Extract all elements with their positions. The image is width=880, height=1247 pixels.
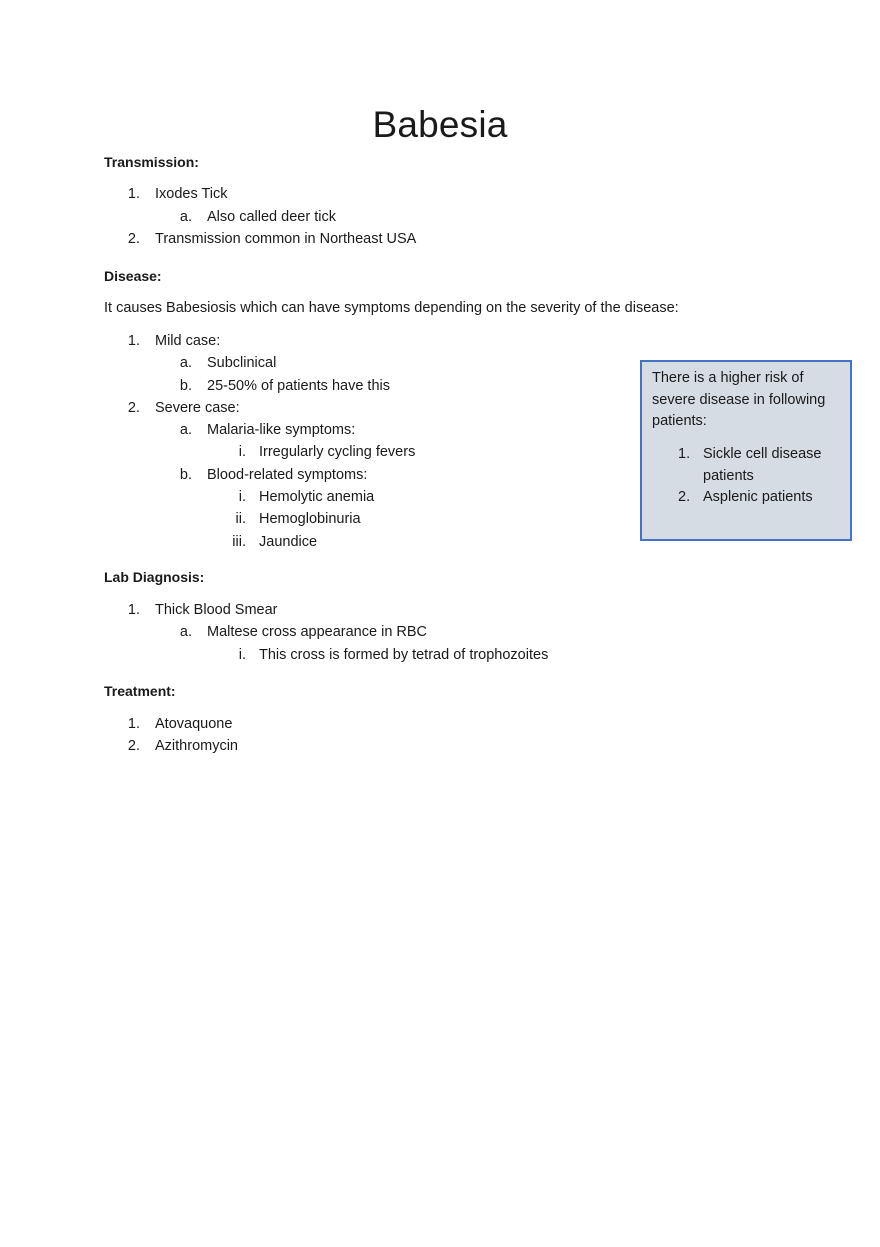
list-item: Atovaquone [155,716,233,732]
list-marker: a. [179,422,192,438]
callout-text: severe disease in following [652,392,826,408]
list-marker: 2. [127,738,140,754]
disease-heading: Disease: [104,268,162,284]
list-item: Malaria-like symptoms: [207,422,356,438]
list-marker: a. [179,355,192,371]
transmission-heading: Transmission: [104,154,199,170]
list-item: Azithromycin [155,738,238,754]
list-item: This cross is formed by tetrad of trophozoites [259,647,549,663]
list-item: patients [703,468,754,484]
list-item: Blood-related symptoms: [207,467,368,483]
list-item: Also called deer tick [207,209,336,225]
list-item: 25-50% of patients have this [207,378,390,394]
list-item: Sickle cell disease [703,446,822,462]
callout-text: There is a higher risk of [652,370,804,386]
list-item: Mild case: [155,333,221,349]
treatment-heading: Treatment: [104,683,176,699]
list-marker: a. [179,209,192,225]
list-item: Subclinical [207,355,277,371]
list-marker: 2. [678,489,691,505]
list-marker: b. [179,467,192,483]
list-marker: i. [238,647,246,663]
list-marker: i. [238,489,246,505]
list-marker: i. [238,444,246,460]
list-marker: 1. [678,446,691,462]
list-marker: iii. [232,534,246,550]
list-marker: 1. [127,333,140,349]
list-marker: 1. [127,602,140,618]
list-marker: b. [179,378,192,394]
list-marker: 1. [127,186,140,202]
list-item: Ixodes Tick [155,186,228,202]
list-marker: 1. [127,716,140,732]
list-item: Hemoglobinuria [259,511,361,527]
list-item: Transmission common in Northeast USA [155,231,417,247]
list-marker: 2. [127,231,140,247]
list-item: Irregularly cycling fevers [259,444,416,460]
disease-intro: It causes Babesiosis which can have symptoms depending on the severity of the disease: [104,300,679,316]
list-item: Hemolytic anemia [259,489,375,505]
list-item: Severe case: [155,400,240,416]
callout-text: patients: [652,413,707,429]
list-marker: a. [179,624,192,640]
list-item: Maltese cross appearance in RBC [207,624,428,640]
list-marker: 2. [127,400,140,416]
list-item: Jaundice [259,534,318,550]
page-title: Babesia [372,104,508,145]
list-item: Thick Blood Smear [155,602,278,618]
risk-callout-box [640,360,852,541]
lab-diagnosis-heading: Lab Diagnosis: [104,569,205,585]
list-item: Asplenic patients [703,489,813,505]
list-marker: ii. [235,511,246,527]
